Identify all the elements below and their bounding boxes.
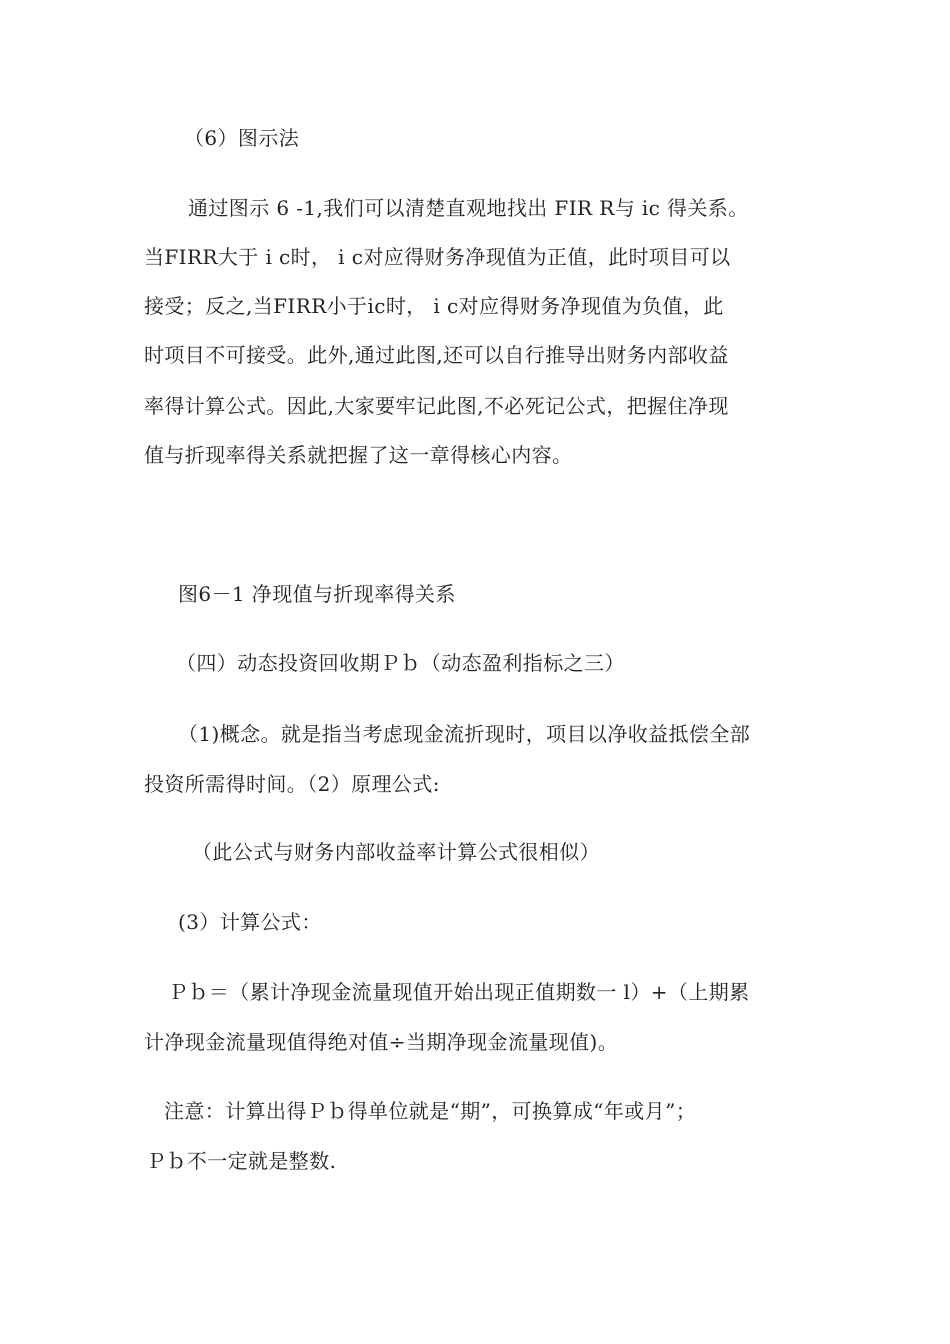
formula-note: （此公式与财务内部收益率计算公式很相似） (192, 840, 600, 864)
formula-line: 计净现金流量现值得绝对值÷当期净现金流量现值)。 (144, 1030, 619, 1054)
calc-heading: (3）计算公式： (178, 910, 322, 934)
paragraph-line: 当FIRR大于 i c时， i c对应得财务净现值为正值，此时项目可以 (144, 245, 731, 269)
paragraph-line: 时项目不可接受。此外,通过此图,还可以自行推导出财务内部收益 (144, 343, 729, 367)
formula-line: Ｐｂ＝（累计净现金流量现值开始出现正值期数一 l）+（上期累 (168, 980, 750, 1004)
figure-caption: 图6－1 净现值与折现率得关系 (178, 582, 456, 606)
paragraph-line: 接受；反之,当FIRR小于ic时， i c对应得财务净现值为负值，此 (144, 294, 724, 318)
concept-line: 投资所需得时间。（2）原理公式: (144, 772, 440, 796)
paragraph-line: 率得计算公式。因此,大家要牢记此图,不必死记公式，把握住净现 (144, 394, 729, 418)
note-line: Ｐｂ不一定就是整数. (146, 1149, 337, 1173)
section-heading: （四）动态投资回收期Ｐｂ（动态盈利指标之三） (176, 651, 625, 675)
paragraph-line: 值与折现率得关系就把握了这一章得核心内容。 (144, 443, 573, 467)
concept-line: （1)概念。就是指当考虑现金流折现时，项目以净收益抵偿全部 (178, 722, 751, 746)
method-heading: （6）图示法 (184, 126, 300, 150)
note-line: 注意：计算出得Ｐｂ得单位就是“期”，可换算成“年或月”； (164, 1099, 697, 1123)
paragraph-line: 通过图示 6 -1,我们可以清楚直观地找出 FIR R与 ic 得关系。 (188, 196, 749, 220)
